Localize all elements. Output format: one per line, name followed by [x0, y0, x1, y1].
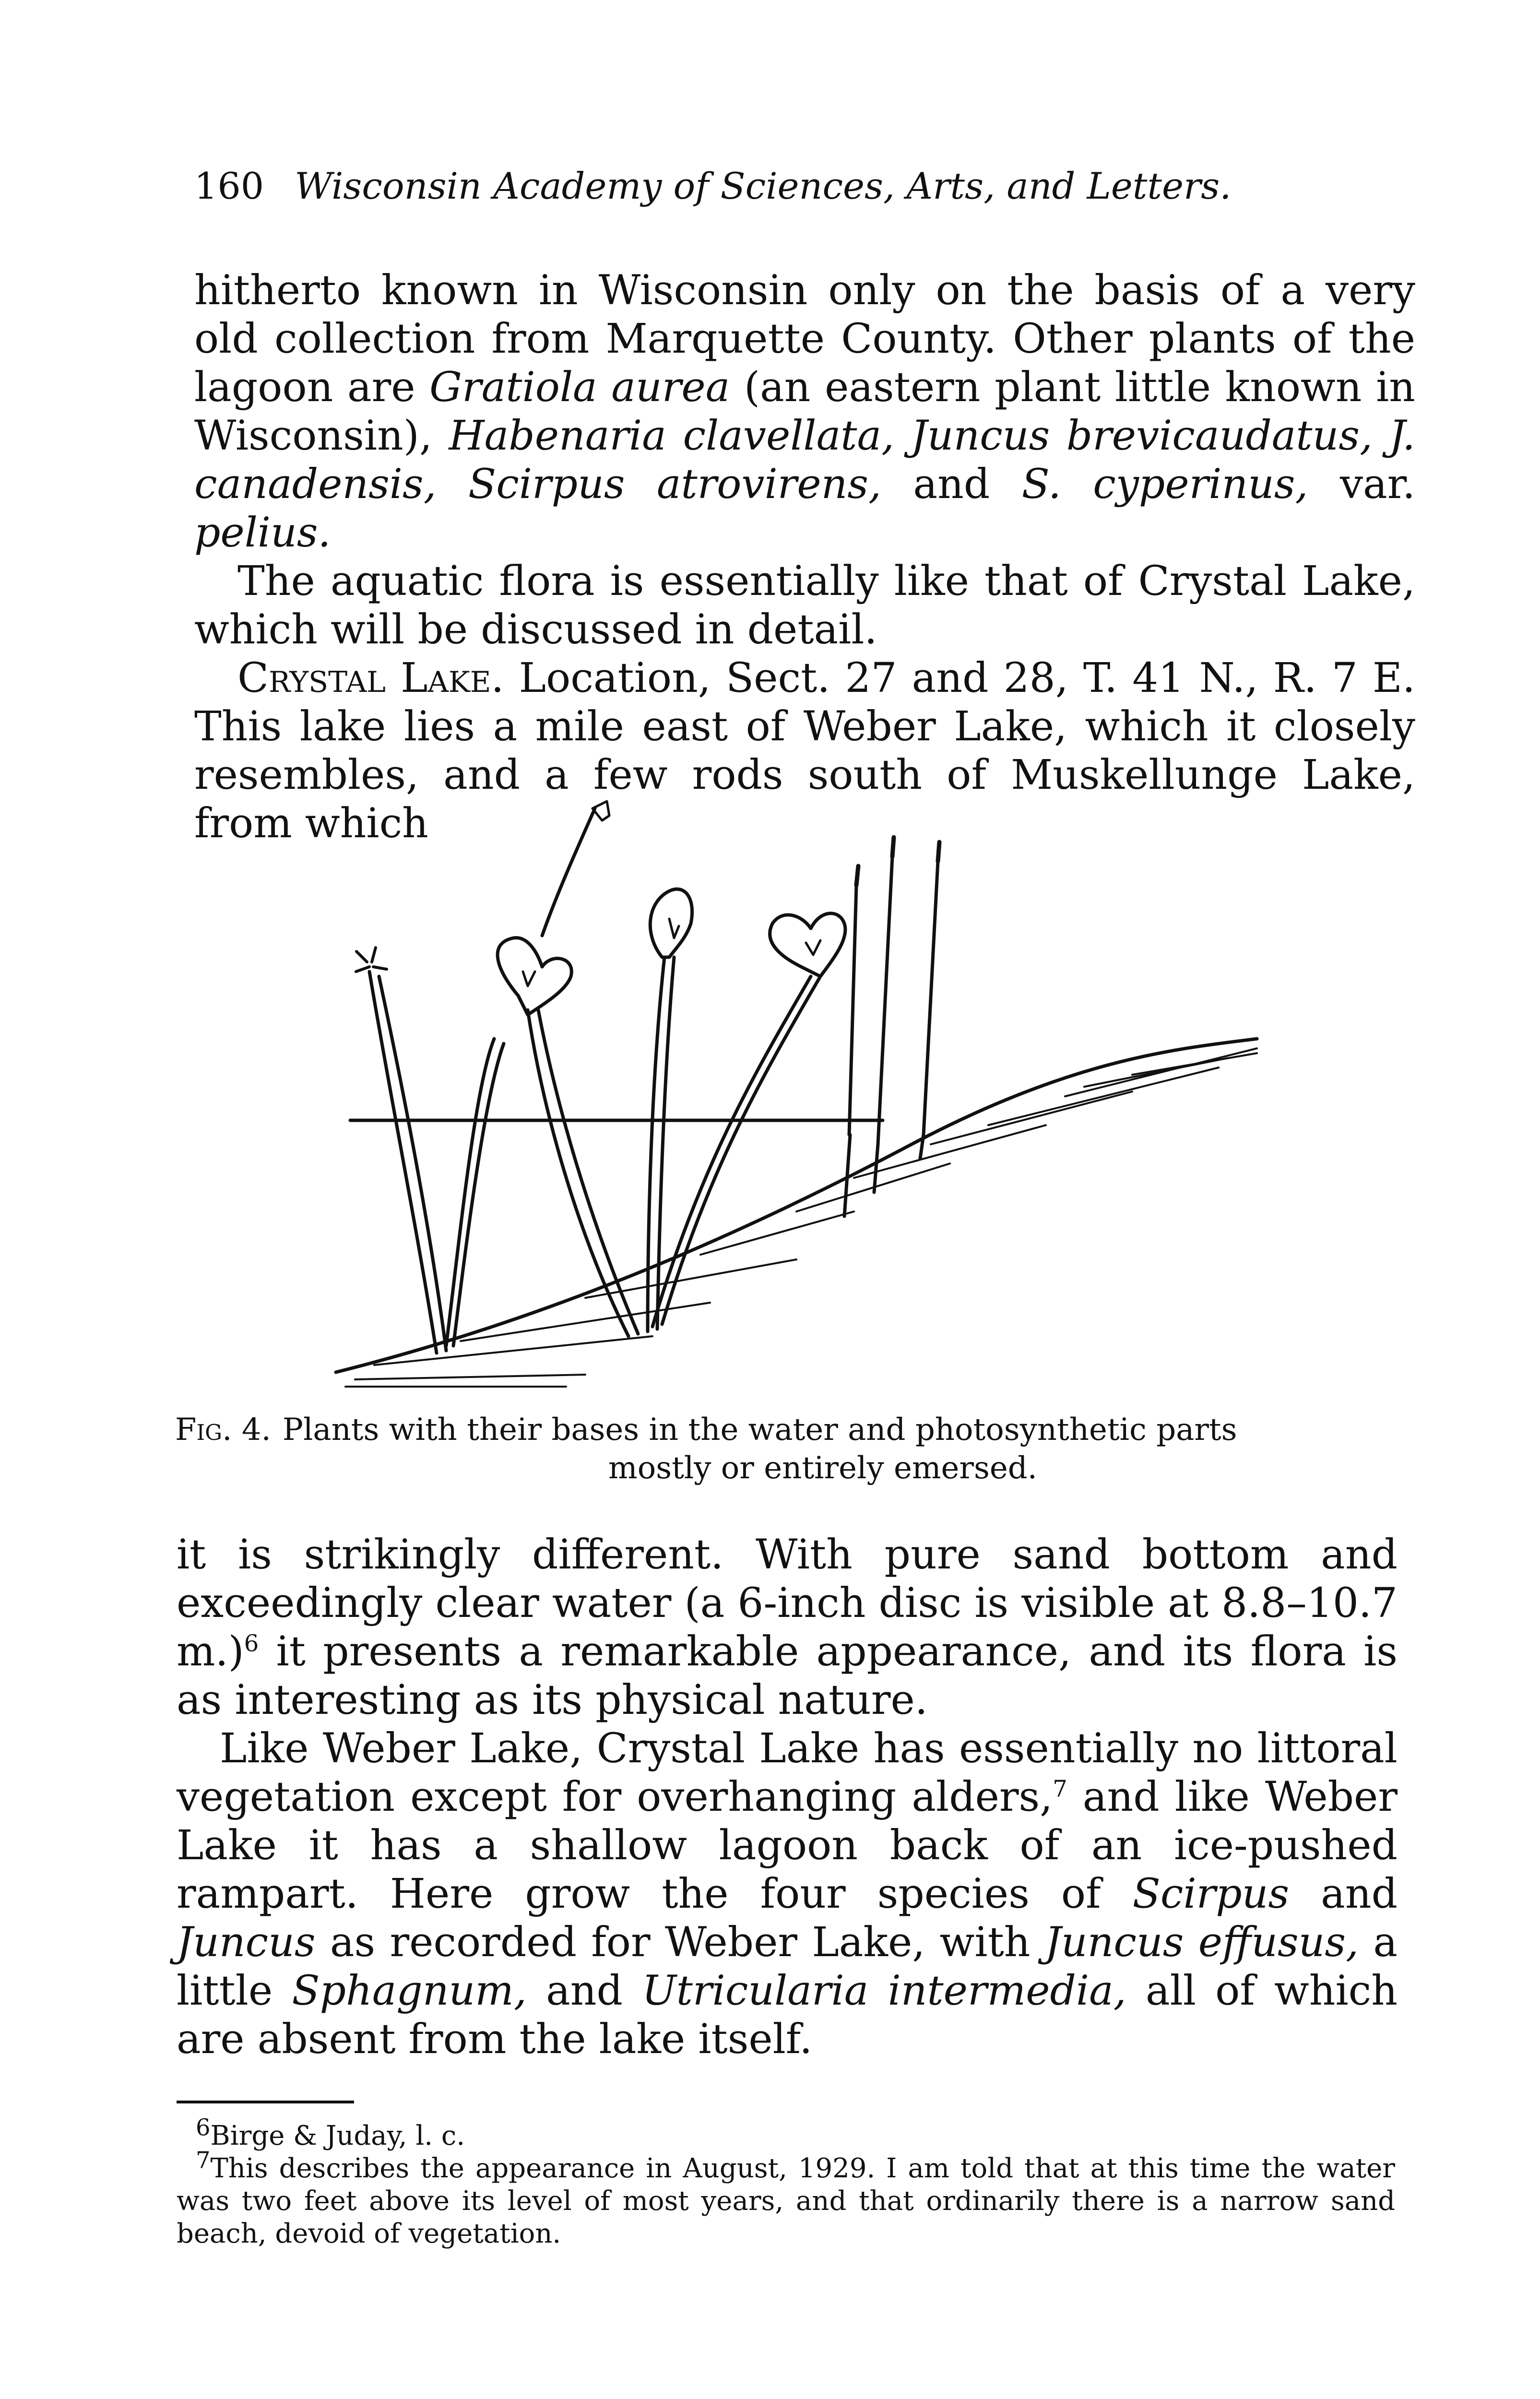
body-text-top	[194, 266, 1415, 848]
footnotes	[177, 2114, 1395, 2250]
paragraph-aquatic-flora: The aquatic flora is essentially like that of Crystal Lake, which will be discussed in detail.	[194, 558, 1415, 653]
footnote-7: $^7$This describes the appearance in August, 1929. I am told that at this time the water was two feet above its level of most years, and that ordinarily there is a narrow sand beach, devoid of vegetation.	[177, 2147, 1395, 2249]
plant-sagittaria-leaf-1	[498, 801, 638, 1336]
lake-bottom-slope	[336, 1039, 1257, 1387]
paragraph-crystal-lake: Crystal Lake. Location, Sect. 27 and 28, T. 41 N., R. 7 E. This lake lies a mile east of Weber Lake, which it closely resembles, and a few rods south of Muskellunge Lake, from which	[194, 654, 1415, 847]
section-heading: Crystal Lake.	[237, 654, 504, 702]
footnote-ref-6[interactable]: 6	[244, 1630, 259, 1657]
caption-line-2: mostly or entirely emersed.	[608, 1450, 1037, 1486]
running-header	[194, 162, 1317, 210]
paragraph-crystal-lake-continued: it is strikingly different. With pure sand bottom and exceedingly clear water (a 6-inch disc is visible at 8.8–10.7 m.)$^6$ it presents a remarkable appearance, and its flora is as interesting as its physical nature.	[177, 1531, 1398, 1724]
body-text-bottom	[177, 1531, 1398, 2064]
figure-4-drawing	[317, 799, 1324, 1394]
figure-caption	[175, 1411, 1403, 1487]
caption-line-1: Plants with their bases in the water and photosynthetic parts	[282, 1412, 1237, 1448]
figure-label: Fig. 4.	[175, 1412, 271, 1448]
paragraph-lagoon-plants: hitherto known in Wisconsin only on the basis of a very old collection from Marquette County. Other plants of the lagoon are Gratiola aurea (an eastern plant little known in Wisconsin), Habenaria clavellata, Juncus brevicaudatus, J. canadensis, Scirpus atrovirens, and S. cyperinus, var. pelius.	[194, 267, 1416, 557]
rush-stems	[844, 837, 939, 1216]
page-number: 160	[194, 165, 264, 207]
paragraph-weber-lake-comparison: Like Weber Lake, Crystal Lake has essentially no littoral vegetation except for overhanging alders,$^7$ and like Weber Lake it has a shallow lagoon back of an ice-pushed rampart. Here grow the four species of Scirpus and Juncus as recorded for Weber Lake, with Juncus effusus, a little Sphagnum, and Utricularia intermedia, all of which are absent from the lake itself.	[177, 1725, 1398, 2063]
journal-title: Wisconsin Academy of Sciences, Arts, and Letters.	[295, 165, 1232, 207]
footnote-ref-7[interactable]: 7	[1053, 1775, 1067, 1803]
footnote-6: $^6$Birge & Juday, l. c.	[196, 2114, 465, 2151]
footnote-divider	[177, 2101, 354, 2103]
plant-left-stem	[356, 948, 504, 1353]
